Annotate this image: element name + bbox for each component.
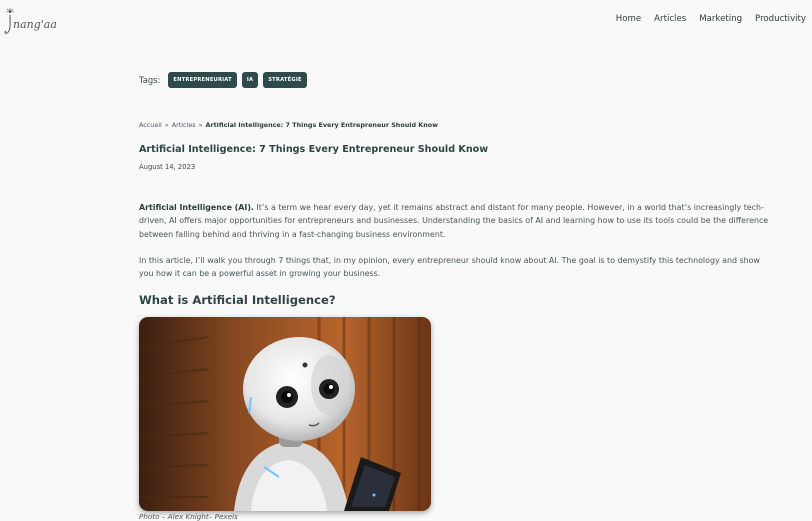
article-second-paragraph: In this article, I’ll walk you through 7 things that, in my opinion, every entrepreneur should know about AI. The goal is to demystify this technology and show you how it can be a powerful asset in growing your business. <box>139 256 760 279</box>
tag-entrepreneuriat[interactable]: ENTREPRENEURIAT <box>168 72 236 88</box>
robot-photo-image <box>139 317 431 511</box>
breadcrumb <box>139 121 438 129</box>
breadcrumb-articles[interactable]: Articles <box>171 121 196 129</box>
tag-strategie[interactable]: STRATÉGIE <box>263 72 307 88</box>
intro-text: It’s a term we hear every day, yet it remains abstract and distant for many people. However, in a world that’s increasingly tech-driven, AI offers major opportunities for entrepreneurs and businesses. Understanding the basics of AI and learning how to use its tools could be the difference between falling behind and thriving in a fast-changing business environment. <box>139 203 769 239</box>
photo-caption: Photo – Alex Knight– Pexels <box>139 512 238 521</box>
section-heading: What is Artificial Intelligence? <box>139 293 336 307</box>
breadcrumb-separator: » <box>164 121 169 129</box>
article-date: August 14, 2023 <box>139 163 196 171</box>
nav-productivity[interactable]: Productivity <box>755 14 806 24</box>
nav-articles[interactable]: Articles <box>654 14 687 24</box>
nav-marketing[interactable]: Marketing <box>699 14 743 24</box>
tags-label: Tags: <box>139 75 161 85</box>
intro-bold-term: Artificial Intelligence (AI). <box>139 203 254 212</box>
header <box>0 0 812 42</box>
site-logo[interactable] <box>4 5 60 37</box>
svg-text:nang'aa: nang'aa <box>13 18 57 31</box>
tags-row <box>139 72 312 88</box>
breadcrumb-current: Artificial Intelligence: 7 Things Every Entrepreneur Should Know <box>205 121 439 129</box>
breadcrumb-separator: » <box>198 121 203 129</box>
breadcrumb-home[interactable]: Accueil <box>139 121 162 129</box>
main-nav <box>603 14 806 24</box>
tag-ia[interactable]: IA <box>242 72 258 88</box>
nav-home[interactable]: Home <box>615 14 642 24</box>
article-photo <box>139 317 431 511</box>
article-intro-paragraph <box>139 201 769 241</box>
article-title: Artificial Intelligence: 7 Things Every Entrepreneur Should Know <box>139 144 489 155</box>
